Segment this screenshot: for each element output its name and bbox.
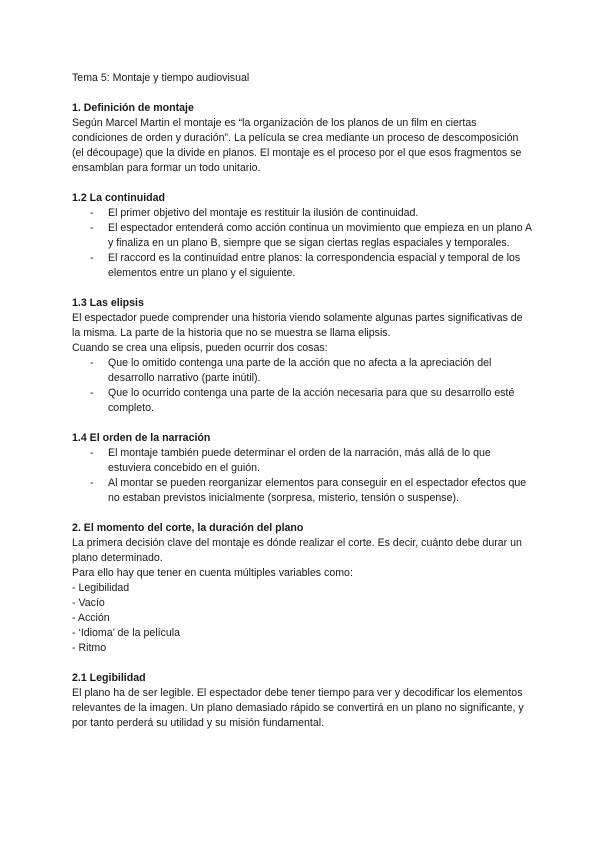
list-item: - Al montar se pueden reorganizar elementos para conseguir en el espectador efectos que no estaban previstos inicialmente (sorpresa, misterio, tensión o suspense). <box>72 476 532 506</box>
section-heading: 1.2 La continuidad <box>72 192 166 204</box>
paragraph: Para ello hay que tener en cuenta múltiples variables como: <box>72 567 353 579</box>
list-item: - El montaje también puede determinar el orden de la narración, más allá de lo que estuviera concebido en el guión. <box>72 446 532 476</box>
section-continuidad <box>72 191 532 281</box>
list-item: - Que lo ocurrido contenga una parte de la acción necesaria para que su desarrollo esté completo. <box>72 386 532 416</box>
paragraph: El espectador puede comprender una historia viendo solamente algunas partes significativas de la misma. La parte de la historia que no se muestra se llama elipsis. <box>72 312 523 339</box>
list-item: - Legibilidad <box>72 582 130 594</box>
list-item: - El primer objetivo del montaje es restituir la ilusión de continuidad. <box>72 206 532 221</box>
section-heading: 1. Definición de montaje <box>72 102 194 114</box>
section-heading: 1.3 Las elipsis <box>72 297 144 309</box>
bullet-list <box>72 446 532 506</box>
section-heading: 1.4 El orden de la narración <box>72 432 211 444</box>
paragraph: Cuando se crea una elipsis, pueden ocurrir dos cosas: <box>72 342 328 354</box>
section-momento-corte <box>72 521 532 656</box>
paragraph: El plano ha de ser legible. El espectador debe tener tiempo para ver y decodificar los elementos relevantes de la imagen. Un plano demasiado rápido se convertirá en un plano no significante, y por tanto perderá su utilidad y su misión fundamental. <box>72 687 524 729</box>
section-orden-narracion <box>72 431 532 506</box>
bullet-list <box>72 206 532 281</box>
list-item: - El espectador entenderá como acción continua un movimiento que empieza en un plano A y finaliza en un plano B, siempre que se sigan ciertas reglas espaciales y temporales. <box>72 221 532 251</box>
list-item: - Acción <box>72 612 110 624</box>
section-elipsis <box>72 296 532 416</box>
paragraph: Según Marcel Martin el montaje es “la organización de los planos de un film en ciertas condiciones de orden y duración”. La película se crea mediante un proceso de descomposición (el découpage) que la divide en planos. El montaje es el proceso por el que esos fragmentos se ensamblan para formar un todo unitario. <box>72 117 522 174</box>
variables-list <box>72 581 532 656</box>
section-legibilidad <box>72 671 532 731</box>
list-item: - Que lo omitido contenga una parte de la acción que no afecta a la apreciación del desarrollo narrativo (parte inútil). <box>72 356 532 386</box>
document-content <box>72 71 532 746</box>
section-heading: 2.1 Legibilidad <box>72 672 146 684</box>
section-definicion <box>72 101 532 176</box>
paragraph: La primera decisión clave del montaje es dónde realizar el corte. Es decir, cuánto debe durar un plano determinado. <box>72 537 522 564</box>
list-item: - Ritmo <box>72 642 107 654</box>
section-heading: 2. El momento del corte, la duración del plano <box>72 522 304 534</box>
list-item: - Vacío <box>72 597 105 609</box>
bullet-list <box>72 356 532 416</box>
document-title: Tema 5: Montaje y tiempo audiovisual <box>72 72 250 84</box>
list-item: - El raccord es la continuidad entre planos: la correspondencia espacial y temporal de los elementos entre un plano y el siguiente. <box>72 251 532 281</box>
list-item: - ‘Idioma’ de la película <box>72 627 180 639</box>
